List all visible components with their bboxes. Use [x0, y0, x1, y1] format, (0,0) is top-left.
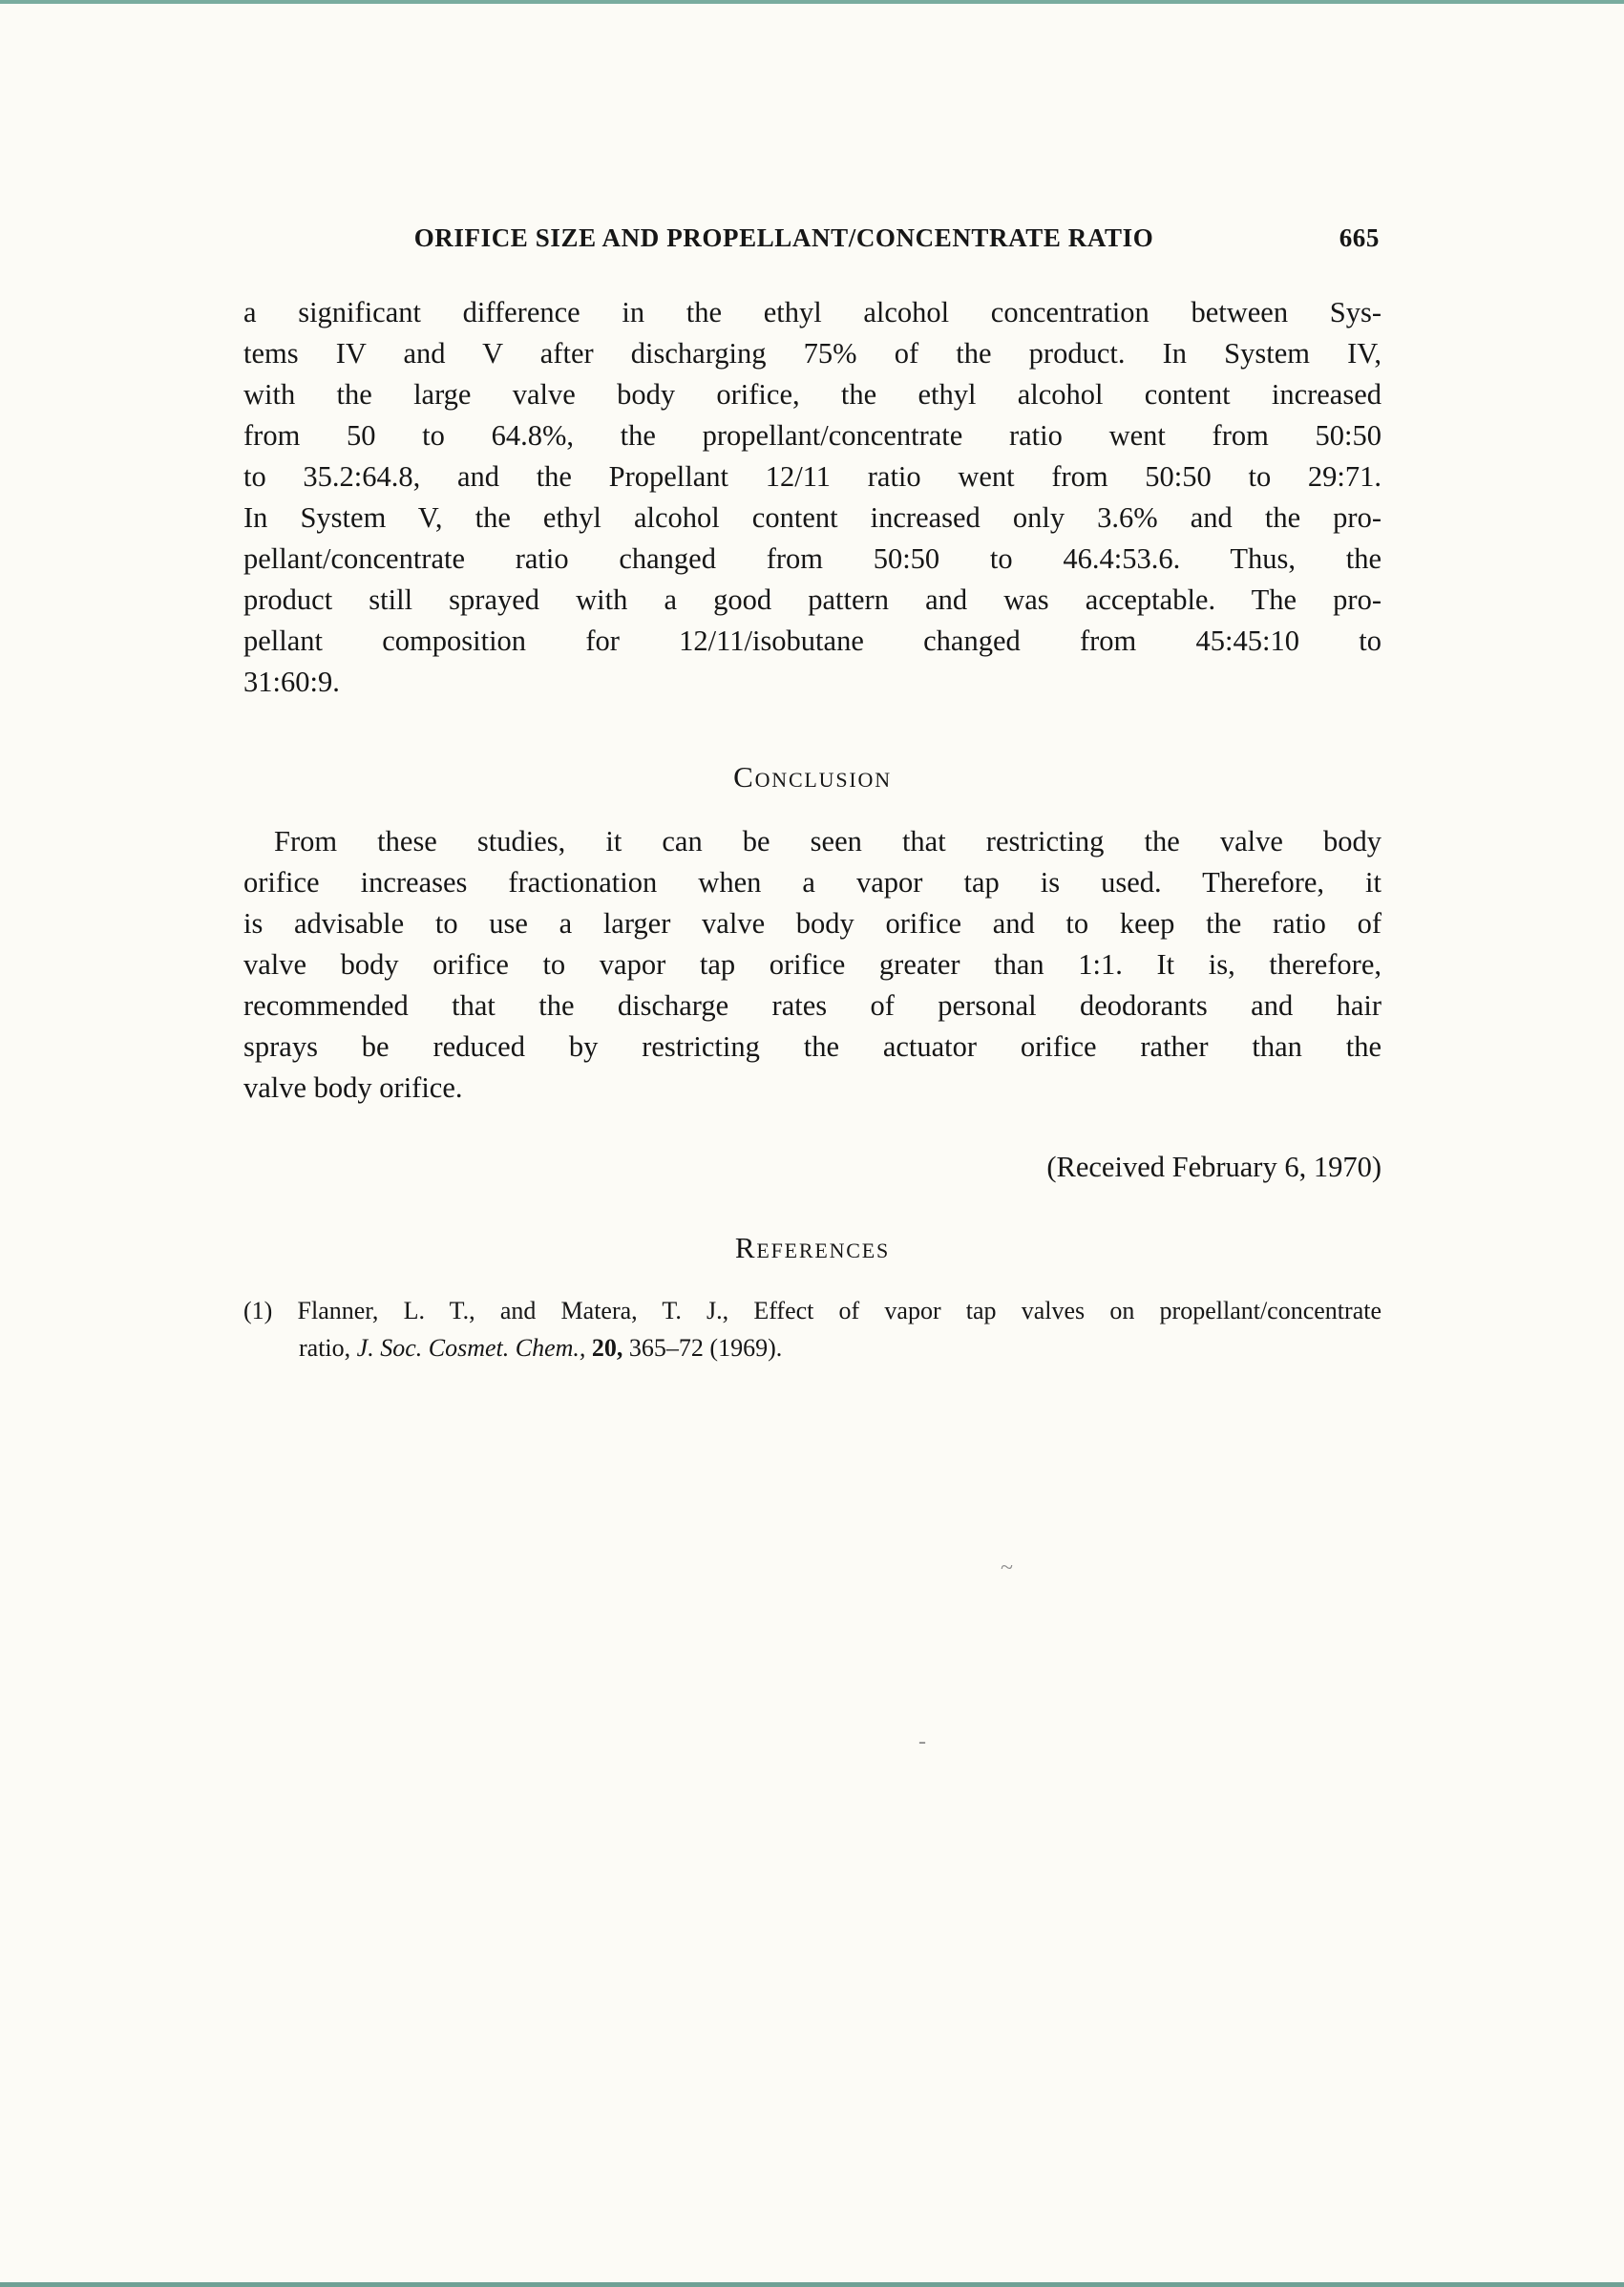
volume-number: 20, [591, 1334, 629, 1362]
text-line: to 35.2:64.8, and the Propellant 12/11 ratio went from 50:50 to 29:71. [243, 460, 1381, 493]
section-heading-references: References [734, 1231, 891, 1264]
reference-citation-line [299, 1329, 1381, 1366]
text-line: product still sprayed with a good pattern and was acceptable. The pro- [243, 583, 1381, 616]
text-line: pellant/concentrate ratio changed from 50:50 to 46.4:53.6. Thus, the [243, 542, 1381, 575]
text-line: recommended that the discharge rates of personal deodorants and hair [243, 989, 1381, 1022]
text-line: pellant composition for 12/11/isobutane changed from 45:45:10 to [243, 625, 1381, 657]
text-line: valve body orifice to vapor tap orifice greater than 1:1. It is, therefore, [243, 948, 1381, 981]
reference-entry [243, 1292, 1381, 1366]
text-line: a significant difference in the ethyl alcohol concentration between Sys- [243, 296, 1381, 328]
text-line: From these studies, it can be seen that restricting the valve body [274, 825, 1381, 858]
reference-citation-prefix: ratio, [299, 1334, 357, 1362]
text-line: In System V, the ethyl alcohol content increased only 3.6% and the pro- [243, 501, 1381, 534]
received-note: (Received February 6, 1970) [1046, 1151, 1381, 1183]
page-number: 665 [1339, 223, 1380, 252]
text-line: from 50 to 64.8%, the propellant/concentrate ratio went from 50:50 [243, 419, 1381, 452]
section-heading-conclusion: Conclusion [733, 760, 892, 794]
paragraph-continuation [243, 292, 1381, 703]
scan-speck: ~ [1001, 1556, 1013, 1580]
scan-edge-bottom [0, 2282, 1624, 2287]
text-line: is advisable to use a larger valve body orifice and to keep the ratio of [243, 907, 1381, 940]
reference-authors-title: (1) Flanner, L. T., and Matera, T. J., Effect of vapor tap valves on propellant/concentrate [243, 1297, 1381, 1324]
running-title: ORIFICE SIZE AND PROPELLANT/CONCENTRATE RATIO [413, 223, 1154, 252]
text-line: with the large valve body orifice, the ethyl alcohol content increased [243, 378, 1381, 411]
reference-pages: 365–72 (1969). [628, 1334, 783, 1362]
text-line: orifice increases fractionation when a vapor tap is used. Therefore, it [243, 866, 1381, 899]
page-content [243, 0, 1381, 1366]
scan-speck: - [918, 1729, 926, 1754]
journal-title: J. Soc. Cosmet. Chem., [356, 1334, 592, 1362]
text-line: 31:60:9. [243, 666, 340, 698]
paragraph-conclusion [243, 821, 1381, 1109]
text-line: valve body orifice. [243, 1071, 463, 1104]
text-line: sprays be reduced by restricting the actuator orifice rather than the [243, 1030, 1381, 1063]
text-line: tems IV and V after discharging 75% of the product. In System IV, [243, 337, 1381, 370]
running-head [243, 222, 1381, 254]
